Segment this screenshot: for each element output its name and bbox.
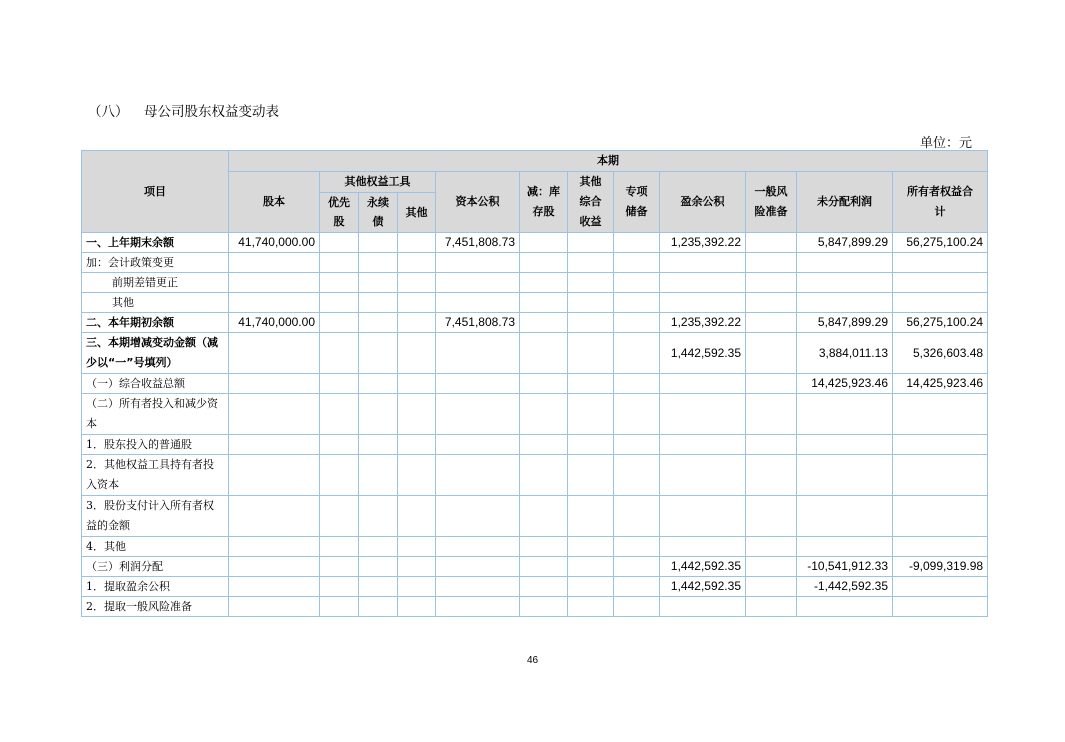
unit-label: 单位：元 — [919, 136, 972, 151]
row-value-cell — [797, 455, 893, 496]
row-value-cell: 5,326,603.48 — [893, 333, 988, 374]
row-value-cell — [398, 537, 436, 557]
row-value-cell — [797, 537, 893, 557]
table-row — [82, 455, 988, 496]
table-row — [82, 333, 988, 374]
row-value-cell — [398, 577, 436, 597]
row-value-cell — [436, 496, 520, 537]
row-value-cell — [893, 496, 988, 537]
row-value-cell — [568, 557, 614, 577]
row-value-cell: 1,235,392.22 — [660, 313, 746, 333]
row-value-cell — [746, 394, 797, 435]
row-value-cell: 7,451,808.73 — [436, 313, 520, 333]
row-item-label: （二）所有者投入和减少资本 — [82, 394, 229, 435]
row-value-cell — [520, 597, 568, 617]
row-value-cell — [614, 577, 660, 597]
row-value-cell — [359, 253, 398, 273]
row-value-cell — [320, 233, 359, 253]
row-value-cell — [660, 374, 746, 394]
header-undistributed-profit: 未分配利润 — [797, 172, 893, 233]
row-item-label: 其他 — [82, 293, 229, 313]
row-value-cell — [359, 597, 398, 617]
row-value-cell — [229, 537, 320, 557]
table-row — [82, 273, 988, 293]
row-value-cell: 14,425,923.46 — [797, 374, 893, 394]
row-value-cell — [797, 394, 893, 435]
row-value-cell — [660, 394, 746, 435]
row-value-cell — [520, 496, 568, 537]
row-value-cell — [614, 597, 660, 617]
header-total-equity: 所有者权益合 计 — [893, 172, 988, 233]
row-value-cell — [568, 394, 614, 435]
row-value-cell — [398, 333, 436, 374]
row-value-cell: -9,099,319.98 — [893, 557, 988, 577]
row-value-cell — [568, 233, 614, 253]
row-value-cell — [436, 597, 520, 617]
row-value-cell — [359, 394, 398, 435]
row-value-cell — [893, 537, 988, 557]
row-item-label: （三）利润分配 — [82, 557, 229, 577]
row-item-label: 二、本年期初余额 — [82, 313, 229, 333]
row-value-cell — [320, 374, 359, 394]
row-item-label: 2．提取一般风险准备 — [82, 597, 229, 617]
row-value-cell — [893, 273, 988, 293]
row-value-cell: -10,541,912.33 — [797, 557, 893, 577]
table-row — [82, 577, 988, 597]
row-value-cell — [398, 597, 436, 617]
header-perpetual-bond: 永续 债 — [359, 192, 398, 232]
row-value-cell — [614, 253, 660, 273]
row-value-cell — [660, 253, 746, 273]
row-value-cell — [320, 577, 359, 597]
row-item-label: 前期差错更正 — [82, 273, 229, 293]
row-value-cell — [320, 313, 359, 333]
row-value-cell — [568, 333, 614, 374]
row-value-cell — [320, 597, 359, 617]
row-value-cell: 1,442,592.35 — [660, 557, 746, 577]
row-value-cell — [359, 455, 398, 496]
row-item-label: 4．其他 — [82, 537, 229, 557]
row-value-cell — [320, 273, 359, 293]
row-value-cell — [359, 435, 398, 455]
table-row — [82, 435, 988, 455]
row-value-cell — [746, 496, 797, 537]
row-value-cell — [229, 577, 320, 597]
row-value-cell — [614, 333, 660, 374]
row-value-cell — [436, 374, 520, 394]
row-value-cell — [614, 537, 660, 557]
row-value-cell — [520, 273, 568, 293]
row-value-cell — [320, 455, 359, 496]
table-row — [82, 537, 988, 557]
row-value-cell — [614, 273, 660, 293]
row-value-cell — [746, 537, 797, 557]
row-value-cell — [398, 253, 436, 273]
row-value-cell — [797, 293, 893, 313]
row-value-cell — [320, 557, 359, 577]
row-value-cell — [746, 455, 797, 496]
row-value-cell — [436, 394, 520, 435]
row-value-cell — [436, 577, 520, 597]
row-value-cell — [520, 233, 568, 253]
row-value-cell — [568, 293, 614, 313]
equity-change-table — [81, 150, 988, 617]
row-value-cell — [893, 435, 988, 455]
row-value-cell — [568, 313, 614, 333]
row-value-cell — [568, 577, 614, 597]
row-value-cell — [398, 374, 436, 394]
row-value-cell — [520, 557, 568, 577]
row-value-cell — [797, 597, 893, 617]
row-item-label: 3．股份支付计入所有者权益的金额 — [82, 496, 229, 537]
row-value-cell — [229, 597, 320, 617]
row-value-cell — [229, 435, 320, 455]
section-heading — [88, 100, 279, 120]
row-value-cell — [746, 253, 797, 273]
header-current-period: 本期 — [229, 151, 988, 172]
row-value-cell — [568, 455, 614, 496]
table-row — [82, 394, 988, 435]
row-value-cell — [893, 455, 988, 496]
row-value-cell — [229, 455, 320, 496]
row-value-cell — [614, 374, 660, 394]
table-row — [82, 253, 988, 273]
row-value-cell — [229, 394, 320, 435]
row-item-label: 1．提取盈余公积 — [82, 577, 229, 597]
row-value-cell — [746, 435, 797, 455]
row-value-cell — [568, 496, 614, 537]
row-value-cell — [614, 233, 660, 253]
row-value-cell: 1,442,592.35 — [660, 577, 746, 597]
row-value-cell — [893, 253, 988, 273]
row-value-cell — [893, 597, 988, 617]
row-value-cell — [520, 253, 568, 273]
row-value-cell — [320, 293, 359, 313]
header-treasury-stock: 减：库 存股 — [520, 172, 568, 233]
table-row — [82, 496, 988, 537]
row-value-cell: -1,442,592.35 — [797, 577, 893, 597]
row-value-cell — [398, 496, 436, 537]
row-value-cell — [520, 435, 568, 455]
row-value-cell — [359, 496, 398, 537]
row-value-cell — [614, 394, 660, 435]
row-item-label: 2．其他权益工具持有者投入资本 — [82, 455, 229, 496]
row-value-cell — [520, 577, 568, 597]
row-value-cell — [320, 496, 359, 537]
row-value-cell — [398, 435, 436, 455]
row-item-label: （一）综合收益总额 — [82, 374, 229, 394]
row-value-cell: 5,847,899.29 — [797, 313, 893, 333]
section-number: （八） — [88, 104, 129, 120]
row-value-cell — [520, 374, 568, 394]
row-value-cell — [320, 253, 359, 273]
row-value-cell: 1,442,592.35 — [660, 333, 746, 374]
row-value-cell — [660, 273, 746, 293]
row-value-cell — [660, 597, 746, 617]
row-value-cell — [436, 333, 520, 374]
row-value-cell — [568, 537, 614, 557]
row-value-cell — [320, 333, 359, 374]
row-value-cell — [359, 273, 398, 293]
row-value-cell — [320, 537, 359, 557]
row-value-cell — [520, 537, 568, 557]
row-item-label: 1．股东投入的普通股 — [82, 435, 229, 455]
header-general-risk: 一般风 险准备 — [746, 172, 797, 233]
header-special-reserve: 专项 储备 — [614, 172, 660, 233]
row-value-cell: 1,235,392.22 — [660, 233, 746, 253]
row-value-cell — [520, 333, 568, 374]
row-value-cell: 56,275,100.24 — [893, 313, 988, 333]
row-value-cell — [436, 537, 520, 557]
row-value-cell — [746, 374, 797, 394]
row-value-cell — [568, 597, 614, 617]
row-value-cell — [660, 537, 746, 557]
row-value-cell — [614, 293, 660, 313]
row-value-cell — [359, 557, 398, 577]
header-oci: 其他 综合 收益 — [568, 172, 614, 233]
row-value-cell — [520, 293, 568, 313]
row-value-cell — [893, 577, 988, 597]
row-value-cell — [229, 374, 320, 394]
row-value-cell — [398, 273, 436, 293]
row-value-cell — [746, 333, 797, 374]
row-value-cell — [229, 293, 320, 313]
row-value-cell — [746, 293, 797, 313]
row-value-cell — [746, 233, 797, 253]
row-value-cell — [398, 293, 436, 313]
row-item-label: 加：会计政策变更 — [82, 253, 229, 273]
row-value-cell — [660, 496, 746, 537]
row-value-cell — [660, 435, 746, 455]
header-capital-reserve: 资本公积 — [436, 172, 520, 233]
row-value-cell — [398, 557, 436, 577]
row-value-cell — [359, 313, 398, 333]
row-value-cell — [893, 394, 988, 435]
table-row — [82, 313, 988, 333]
row-value-cell — [614, 435, 660, 455]
row-value-cell — [746, 557, 797, 577]
row-value-cell — [660, 293, 746, 313]
header-share-capital: 股本 — [229, 172, 320, 233]
row-value-cell — [359, 577, 398, 597]
row-value-cell — [797, 253, 893, 273]
row-value-cell — [520, 394, 568, 435]
header-other-tools: 其他 — [398, 192, 436, 232]
row-value-cell — [660, 455, 746, 496]
row-value-cell — [229, 253, 320, 273]
header-item: 项目 — [82, 151, 229, 233]
row-value-cell — [436, 455, 520, 496]
row-value-cell — [614, 455, 660, 496]
row-value-cell — [320, 435, 359, 455]
section-title: 母公司股东权益变动表 — [144, 104, 279, 120]
row-value-cell — [359, 233, 398, 253]
row-value-cell — [746, 273, 797, 293]
row-value-cell — [797, 496, 893, 537]
row-value-cell — [568, 273, 614, 293]
row-value-cell — [398, 394, 436, 435]
table-row — [82, 597, 988, 617]
row-value-cell — [746, 597, 797, 617]
row-value-cell — [436, 435, 520, 455]
row-value-cell — [320, 394, 359, 435]
row-value-cell: 7,451,808.73 — [436, 233, 520, 253]
row-value-cell — [436, 273, 520, 293]
row-value-cell: 41,740,000.00 — [229, 233, 320, 253]
row-value-cell — [520, 313, 568, 333]
row-value-cell: 41,740,000.00 — [229, 313, 320, 333]
row-value-cell: 14,425,923.46 — [893, 374, 988, 394]
row-item-label: 三、本期增减变动金额（减少以“一”号填列） — [82, 333, 229, 374]
header-preferred-stock: 优先 股 — [320, 192, 359, 232]
row-value-cell — [229, 273, 320, 293]
row-value-cell — [359, 333, 398, 374]
row-value-cell: 3,884,011.13 — [797, 333, 893, 374]
header-other-equity-tools: 其他权益工具 — [320, 172, 436, 193]
table-row — [82, 233, 988, 253]
row-value-cell — [436, 253, 520, 273]
row-value-cell — [568, 253, 614, 273]
row-value-cell — [797, 273, 893, 293]
row-value-cell — [746, 577, 797, 597]
header-surplus-reserve: 盈余公积 — [660, 172, 746, 233]
page-number: 46 — [526, 655, 539, 666]
table-row — [82, 293, 988, 313]
row-value-cell — [520, 455, 568, 496]
table-row — [82, 557, 988, 577]
row-value-cell — [893, 293, 988, 313]
row-value-cell — [614, 313, 660, 333]
row-value-cell — [797, 435, 893, 455]
table-row — [82, 374, 988, 394]
row-value-cell — [614, 496, 660, 537]
row-value-cell — [229, 557, 320, 577]
row-value-cell — [359, 374, 398, 394]
row-value-cell — [398, 313, 436, 333]
row-value-cell — [398, 233, 436, 253]
row-value-cell: 5,847,899.29 — [797, 233, 893, 253]
row-item-label: 一、上年期末余额 — [82, 233, 229, 253]
row-value-cell — [229, 333, 320, 374]
row-value-cell — [229, 496, 320, 537]
row-value-cell — [436, 557, 520, 577]
row-value-cell — [614, 557, 660, 577]
row-value-cell — [398, 455, 436, 496]
row-value-cell — [436, 293, 520, 313]
row-value-cell — [568, 374, 614, 394]
row-value-cell — [746, 313, 797, 333]
row-value-cell — [359, 537, 398, 557]
row-value-cell — [568, 435, 614, 455]
row-value-cell: 56,275,100.24 — [893, 233, 988, 253]
row-value-cell — [359, 293, 398, 313]
